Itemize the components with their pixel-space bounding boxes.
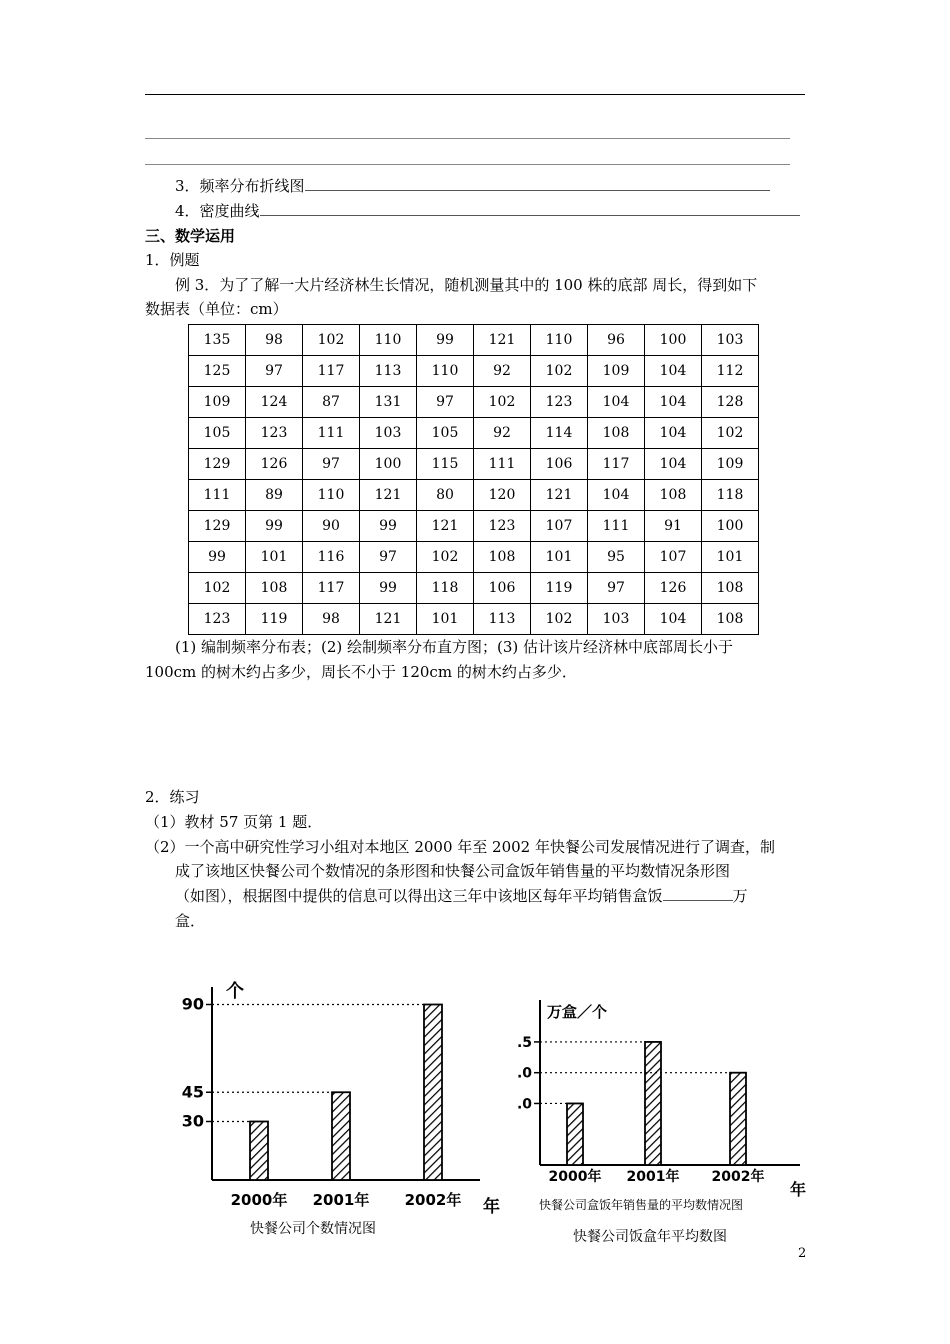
table-cell: 114 (531, 418, 588, 449)
bar-2001年 (645, 1042, 661, 1165)
table-cell: 121 (417, 511, 474, 542)
table-cell: 104 (645, 356, 702, 387)
table-cell: 97 (360, 542, 417, 573)
table-cell: 118 (417, 573, 474, 604)
table-cell: 119 (246, 604, 303, 635)
question-line-1: (1) 编制频率分布表；(2) 绘制频率分布直方图；(3) 估计该片经济林中底部周长小于 (175, 638, 734, 656)
table-cell: 100 (360, 449, 417, 480)
item3-row (175, 176, 770, 196)
table-cell: 105 (417, 418, 474, 449)
table-cell: 97 (417, 387, 474, 418)
practice-item-2c (175, 886, 748, 906)
table-cell: 99 (360, 573, 417, 604)
table-cell: 106 (531, 449, 588, 480)
table-cell: 117 (303, 356, 360, 387)
table-row (189, 449, 759, 480)
y-axis-label: 个 (226, 981, 244, 1002)
table-cell: 124 (246, 387, 303, 418)
bar-2002年 (730, 1073, 746, 1165)
table-cell: 99 (189, 542, 246, 573)
table-cell: 120 (474, 480, 531, 511)
category-label: 2001年 (312, 1191, 370, 1209)
table-cell: 108 (474, 542, 531, 573)
table-cell: 121 (474, 325, 531, 356)
practice-item-2b: 成了该地区快餐公司个数情况的条形图和快餐公司盒饭年销售量的平均数情况条形图 (175, 862, 731, 880)
table-cell: 110 (360, 325, 417, 356)
table-cell: 105 (189, 418, 246, 449)
table-cell: 123 (189, 604, 246, 635)
y-tick-label: 45 (181, 1082, 204, 1102)
table-cell: 104 (588, 480, 645, 511)
category-label: 2001年 (626, 1169, 680, 1185)
table-cell: 110 (531, 325, 588, 356)
bar-2001年 (332, 1092, 350, 1180)
table-row (189, 542, 759, 573)
table-cell: 117 (303, 573, 360, 604)
bar-2000年 (567, 1103, 583, 1165)
item4-row (175, 201, 800, 221)
table-cell: 89 (246, 480, 303, 511)
answer-blank (663, 886, 733, 901)
table-cell: 109 (189, 387, 246, 418)
table-cell: 118 (702, 480, 759, 511)
table-cell: 92 (474, 418, 531, 449)
table-row (189, 418, 759, 449)
table-cell: 110 (303, 480, 360, 511)
table-cell: 107 (531, 511, 588, 542)
table-cell: 103 (360, 418, 417, 449)
table-cell: 111 (474, 449, 531, 480)
table-cell: 129 (189, 449, 246, 480)
blank-line-2 (145, 164, 790, 165)
item3-blank (305, 176, 770, 191)
table-cell: 113 (474, 604, 531, 635)
table-cell: 101 (246, 542, 303, 573)
table-cell: 102 (474, 387, 531, 418)
table-cell: 102 (303, 325, 360, 356)
practice-item-2a: （2）一个高中研究性学习小组对本地区 2000 年至 2002 年快餐公司发展情况进行了调查，制 (145, 838, 775, 856)
table-cell: 121 (360, 480, 417, 511)
table-cell: 104 (645, 604, 702, 635)
blank-line-1 (145, 138, 790, 139)
table-cell: 119 (531, 573, 588, 604)
question-line-2: 100cm 的树木约占多少，周长不小于 120cm 的树木约占多少． (145, 663, 577, 681)
table-cell: 128 (702, 387, 759, 418)
table-cell: 100 (702, 511, 759, 542)
category-label: 2000年 (548, 1169, 602, 1185)
table-cell: 98 (303, 604, 360, 635)
table-cell: 111 (303, 418, 360, 449)
y-axis-label: 万盒／个 (547, 1003, 608, 1021)
table-cell: 106 (474, 573, 531, 604)
table-row (189, 604, 759, 635)
table-cell: 113 (360, 356, 417, 387)
table-cell: 98 (246, 325, 303, 356)
table-cell: 109 (702, 449, 759, 480)
table-cell: 101 (417, 604, 474, 635)
y-tick-label: 30 (181, 1111, 204, 1131)
table-cell: 90 (303, 511, 360, 542)
example-heading: 1．例题 (145, 251, 200, 269)
table-cell: 111 (588, 511, 645, 542)
table-cell: 104 (645, 449, 702, 480)
table-cell: 102 (531, 604, 588, 635)
table-row (189, 511, 759, 542)
chart2-caption: 快餐公司饭盒年平均数图 (573, 1229, 727, 1245)
table-cell: 96 (588, 325, 645, 356)
category-label: 2002年 (404, 1191, 462, 1209)
page-number: 2 (798, 1246, 807, 1261)
chart-company-count (180, 975, 510, 1245)
table-cell: 125 (189, 356, 246, 387)
table-cell: 99 (417, 325, 474, 356)
table-cell: 135 (189, 325, 246, 356)
table-row (189, 387, 759, 418)
practice-item-2c-text: （如图），根据图中提供的信息可以得出这三年中该地区每年平均销售盒饭 (175, 887, 663, 905)
table-cell: 109 (588, 356, 645, 387)
chart1-title: 快餐公司个数情况图 (250, 1221, 376, 1237)
practice-item-2d: 盒． (175, 912, 206, 930)
y-tick-label: 90 (181, 994, 204, 1014)
top-rule (145, 94, 805, 95)
table-cell: 102 (531, 356, 588, 387)
table-cell: 115 (417, 449, 474, 480)
bar-2002年 (424, 1005, 442, 1181)
table-cell: 99 (246, 511, 303, 542)
table-cell: 126 (645, 573, 702, 604)
table-cell: 103 (702, 325, 759, 356)
category-label: 2000年 (230, 1191, 288, 1209)
table-cell: 129 (189, 511, 246, 542)
bar-2000年 (250, 1122, 268, 1181)
x-axis-label: 年 (790, 1180, 807, 1199)
table-cell: 100 (645, 325, 702, 356)
table-cell: 108 (588, 418, 645, 449)
table-cell: 123 (246, 418, 303, 449)
table-row (189, 356, 759, 387)
table-cell: 121 (360, 604, 417, 635)
table-cell: 108 (645, 480, 702, 511)
section-heading: 三、数学运用 (145, 227, 236, 245)
table-cell: 97 (588, 573, 645, 604)
table-cell: 102 (189, 573, 246, 604)
item3-label: 3．频率分布折线图 (175, 177, 305, 195)
table-cell: 95 (588, 542, 645, 573)
table-cell: 101 (702, 542, 759, 573)
practice-heading: 2．练习 (145, 788, 200, 806)
table-cell: 123 (474, 511, 531, 542)
practice-item-1: （1）教材 57 页第 1 题． (145, 813, 323, 831)
table-cell: 110 (417, 356, 474, 387)
table-cell: 102 (702, 418, 759, 449)
table-row (189, 325, 759, 356)
category-label: 2002年 (711, 1169, 765, 1185)
table-cell: 103 (588, 604, 645, 635)
table-cell: 108 (702, 604, 759, 635)
table-cell: 112 (702, 356, 759, 387)
table-cell: 116 (303, 542, 360, 573)
table-cell: 117 (588, 449, 645, 480)
table-cell: 91 (645, 511, 702, 542)
table-cell: 87 (303, 387, 360, 418)
table-cell: 99 (360, 511, 417, 542)
table-cell: 92 (474, 356, 531, 387)
practice-item-2c-unit: 万 (732, 887, 748, 905)
chart-boxed-meal-average (505, 985, 815, 1250)
example-line-2: 数据表（单位：cm） (145, 300, 288, 318)
table-cell: 104 (588, 387, 645, 418)
table-cell: 97 (303, 449, 360, 480)
item4-label: 4．密度曲线 (175, 202, 260, 220)
table-cell: 104 (645, 418, 702, 449)
table-cell: 121 (531, 480, 588, 511)
table-cell: 123 (531, 387, 588, 418)
table-row (189, 480, 759, 511)
table-cell: 111 (189, 480, 246, 511)
y-tick-label: .0 (516, 1096, 532, 1113)
table-cell: 108 (702, 573, 759, 604)
table-cell: 107 (645, 542, 702, 573)
table-cell: 102 (417, 542, 474, 573)
example-line-1: 例 3．为了了解一大片经济林生长情况，随机测量其中的 100 株的底部 周长，得到如下 (175, 276, 758, 294)
table-row (189, 573, 759, 604)
data-table (188, 324, 759, 635)
chart2-title: 快餐公司盒饭年销售量的平均数情况图 (539, 1198, 744, 1212)
y-tick-label: .5 (516, 1034, 532, 1051)
x-axis-label: 年 (483, 1197, 500, 1217)
y-tick-label: .0 (516, 1065, 532, 1082)
table-cell: 80 (417, 480, 474, 511)
table-cell: 101 (531, 542, 588, 573)
table-cell: 108 (246, 573, 303, 604)
table-cell: 131 (360, 387, 417, 418)
item4-blank (260, 201, 800, 216)
table-cell: 104 (645, 387, 702, 418)
table-cell: 97 (246, 356, 303, 387)
table-cell: 126 (246, 449, 303, 480)
